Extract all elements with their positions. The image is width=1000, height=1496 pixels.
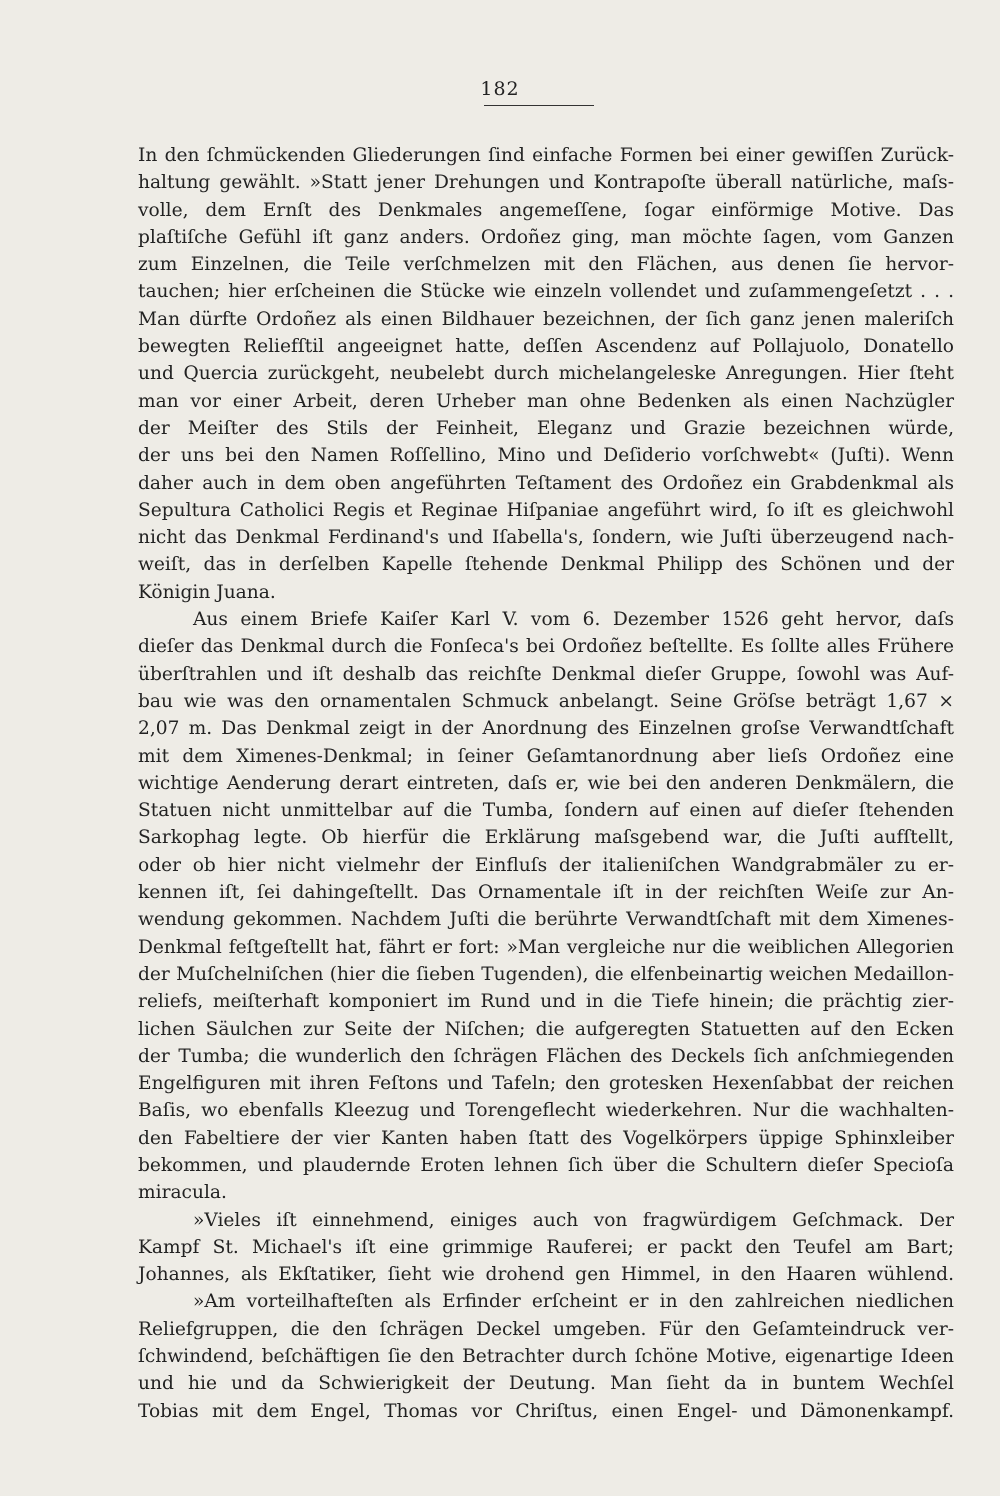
text-line: bewegten Reliefſtil angeeignet hatte, deſſen Ascendenz auf Pollajuolo, Donatello	[138, 336, 954, 358]
text-line: lichen Säulchen zur Seite der Niſchen; die aufgeregten Statuetten auf den Ecken	[138, 1018, 954, 1040]
text-line: oder ob hier nicht vielmehr der Einfluſs der italieniſchen Wandgrabmäler zu er-	[138, 854, 954, 876]
text-line: 2,07 m. Das Denkmal zeigt in der Anordnung des Einzelnen groſse Verwandtſchaft	[138, 718, 954, 740]
text-line: tauchen; hier erſcheinen die Stücke wie einzeln vollendet und zuſammengeſetzt . . .	[138, 281, 954, 303]
text-line: kennen iſt, ſei dahingeſtellt. Das Ornamentale iſt in der reichſten Weiſe zur An-	[138, 882, 954, 904]
text-line: haltung gewählt. »Statt jener Drehungen und Kontrapoſte überall natürliche, maſs-	[138, 172, 954, 194]
text-line: Statuen nicht unmittelbar auf die Tumba, ſondern auf einen auf dieſer ſtehenden	[138, 800, 954, 822]
text-line: dieſer das Denkmal durch die Fonſeca's bei Ordoñez beſtellte. Es ſollte alles Frühere	[138, 636, 954, 658]
text-line: Tobias mit dem Engel, Thomas vor Chriſtus, einen Engel- und Dämonenkampf.	[138, 1400, 954, 1422]
text-line: plaſtiſche Gefühl iſt ganz anders. Ordoñez ging, man möchte ſagen, vom Ganzen	[138, 226, 954, 248]
text-line: Engelfiguren mit ihren Feſtons und Tafeln; den grotesken Hexenſabbat der reichen	[138, 1073, 954, 1095]
text-line: ſchwindend, beſchäftigen ſie den Betrachter durch ſchöne Motive, eigenartige Ideen	[138, 1346, 954, 1368]
text-line: Denkmal feſtgeſtellt hat, fährt er fort: »Man vergleiche nur die weiblichen Allegorien	[138, 936, 954, 958]
page-number: 182	[480, 78, 520, 100]
text-line: zum Einzelnen, die Teile verſchmelzen mit den Flächen, aus denen ſie hervor-	[138, 254, 954, 276]
text-line: bekommen, und plaudernde Eroten lehnen ſich über die Schultern dieſer Specioſa	[138, 1154, 954, 1176]
text-line: wichtige Aenderung derart eintreten, daſs er, wie bei den anderen Denkmälern, die	[138, 772, 954, 794]
text-line: weiſt, das in derſelben Kapelle ſtehende Denkmal Philipp des Schönen und der	[138, 554, 954, 576]
text-line: Kampf St. Michael's iſt eine grimmige Rauferei; er packt den Teufel am Bart;	[138, 1236, 954, 1258]
page-number-rule	[484, 105, 594, 106]
text-line: der Tumba; die wunderlich den ſchrägen Flächen des Deckels ſich anſchmiegenden	[138, 1045, 954, 1067]
text-line: überſtrahlen und iſt deshalb das reichſte Denkmal dieſer Gruppe, ſowohl was Auf-	[138, 663, 954, 685]
text-line: Königin Juana.	[138, 581, 276, 603]
text-line: Sepultura Catholici Regis et Reginae Hiſpaniae angeführt wird, ſo iſt es gleichwohl	[138, 499, 954, 521]
text-line: Sarkophag legte. Ob hierfür die Erklärung maſsgebend war, die Juſti aufſtellt,	[138, 827, 954, 849]
text-line: daher auch in dem oben angeführten Teſtament des Ordoñez ein Grabdenkmal als	[138, 472, 954, 494]
text-line: »Vieles iſt einnehmend, einiges auch von fragwürdigem Geſchmack. Der	[193, 1209, 954, 1231]
text-line: Aus einem Briefe Kaiſer Karl V. vom 6. Dezember 1526 geht hervor, daſs	[193, 609, 954, 631]
text-line: Baſis, wo ebenfalls Kleezug und Torengeflecht wiederkehren. Nur die wachhalten-	[138, 1100, 954, 1122]
body-text	[138, 142, 954, 1425]
text-line: nicht das Denkmal Ferdinand's und Iſabella's, ſondern, wie Juſti überzeugend nach-	[138, 527, 954, 549]
text-line: reliefs, meiſterhaft komponiert im Rund und in die Tiefe hinein; die prächtig zier-	[138, 991, 954, 1013]
text-line: man vor einer Arbeit, deren Urheber man ohne Bedenken als einen Nachzügler	[138, 390, 954, 412]
text-line: der Muſchelniſchen (hier die ſieben Tugenden), die elfenbeinartig weichen Medaillon-	[138, 963, 954, 985]
text-line: Reliefgruppen, die den ſchrägen Deckel umgeben. Für den Geſamteindruck ver-	[138, 1318, 954, 1340]
text-line: den Fabeltiere der vier Kanten haben ſtatt des Vogelkörpers üppige Sphinxleiber	[138, 1127, 954, 1149]
text-line: Johannes, als Ekſtatiker, ſieht wie drohend gen Himmel, in den Haaren wühlend.	[138, 1264, 954, 1286]
text-line: der uns bei den Namen Roſſellino, Mino und Deſiderio vorſchwebt« (Juſti). Wenn	[138, 445, 954, 467]
text-line: wendung gekommen. Nachdem Juſti die berührte Verwandtſchaft mit dem Ximenes-	[138, 909, 954, 931]
text-line: mit dem Ximenes-Denkmal; in ſeiner Geſamtanordnung aber lieſs Ordoñez eine	[138, 745, 954, 767]
text-line: In den ſchmückenden Gliederungen ſind einfache Formen bei einer gewiſſen Zurück-	[138, 145, 954, 166]
text-line: volle, dem Ernſt des Denkmales angemeſſene, ſogar einförmige Motive. Das	[138, 199, 954, 221]
text-line: miracula.	[138, 1182, 227, 1204]
text-line: Man dürfte Ordoñez als einen Bildhauer bezeichnen, der ſich ganz jenen maleriſch	[138, 308, 954, 330]
text-line: »Am vorteilhafteſten als Erfinder erſcheint er in den zahlreichen niedlichen	[193, 1291, 954, 1313]
text-line: und Quercia zurückgeht, neubelebt durch michelangeleske Anregungen. Hier ſteht	[138, 363, 954, 385]
text-line: und hie und da Schwierigkeit der Deutung. Man ſieht da in buntem Wechſel	[138, 1373, 954, 1395]
text-line: der Meiſter des Stils der Feinheit, Eleganz und Grazie bezeichnen würde,	[138, 417, 954, 439]
text-line: bau wie was den ornamentalen Schmuck anbelangt. Seine Gröſse beträgt 1,67 ×	[138, 690, 954, 712]
